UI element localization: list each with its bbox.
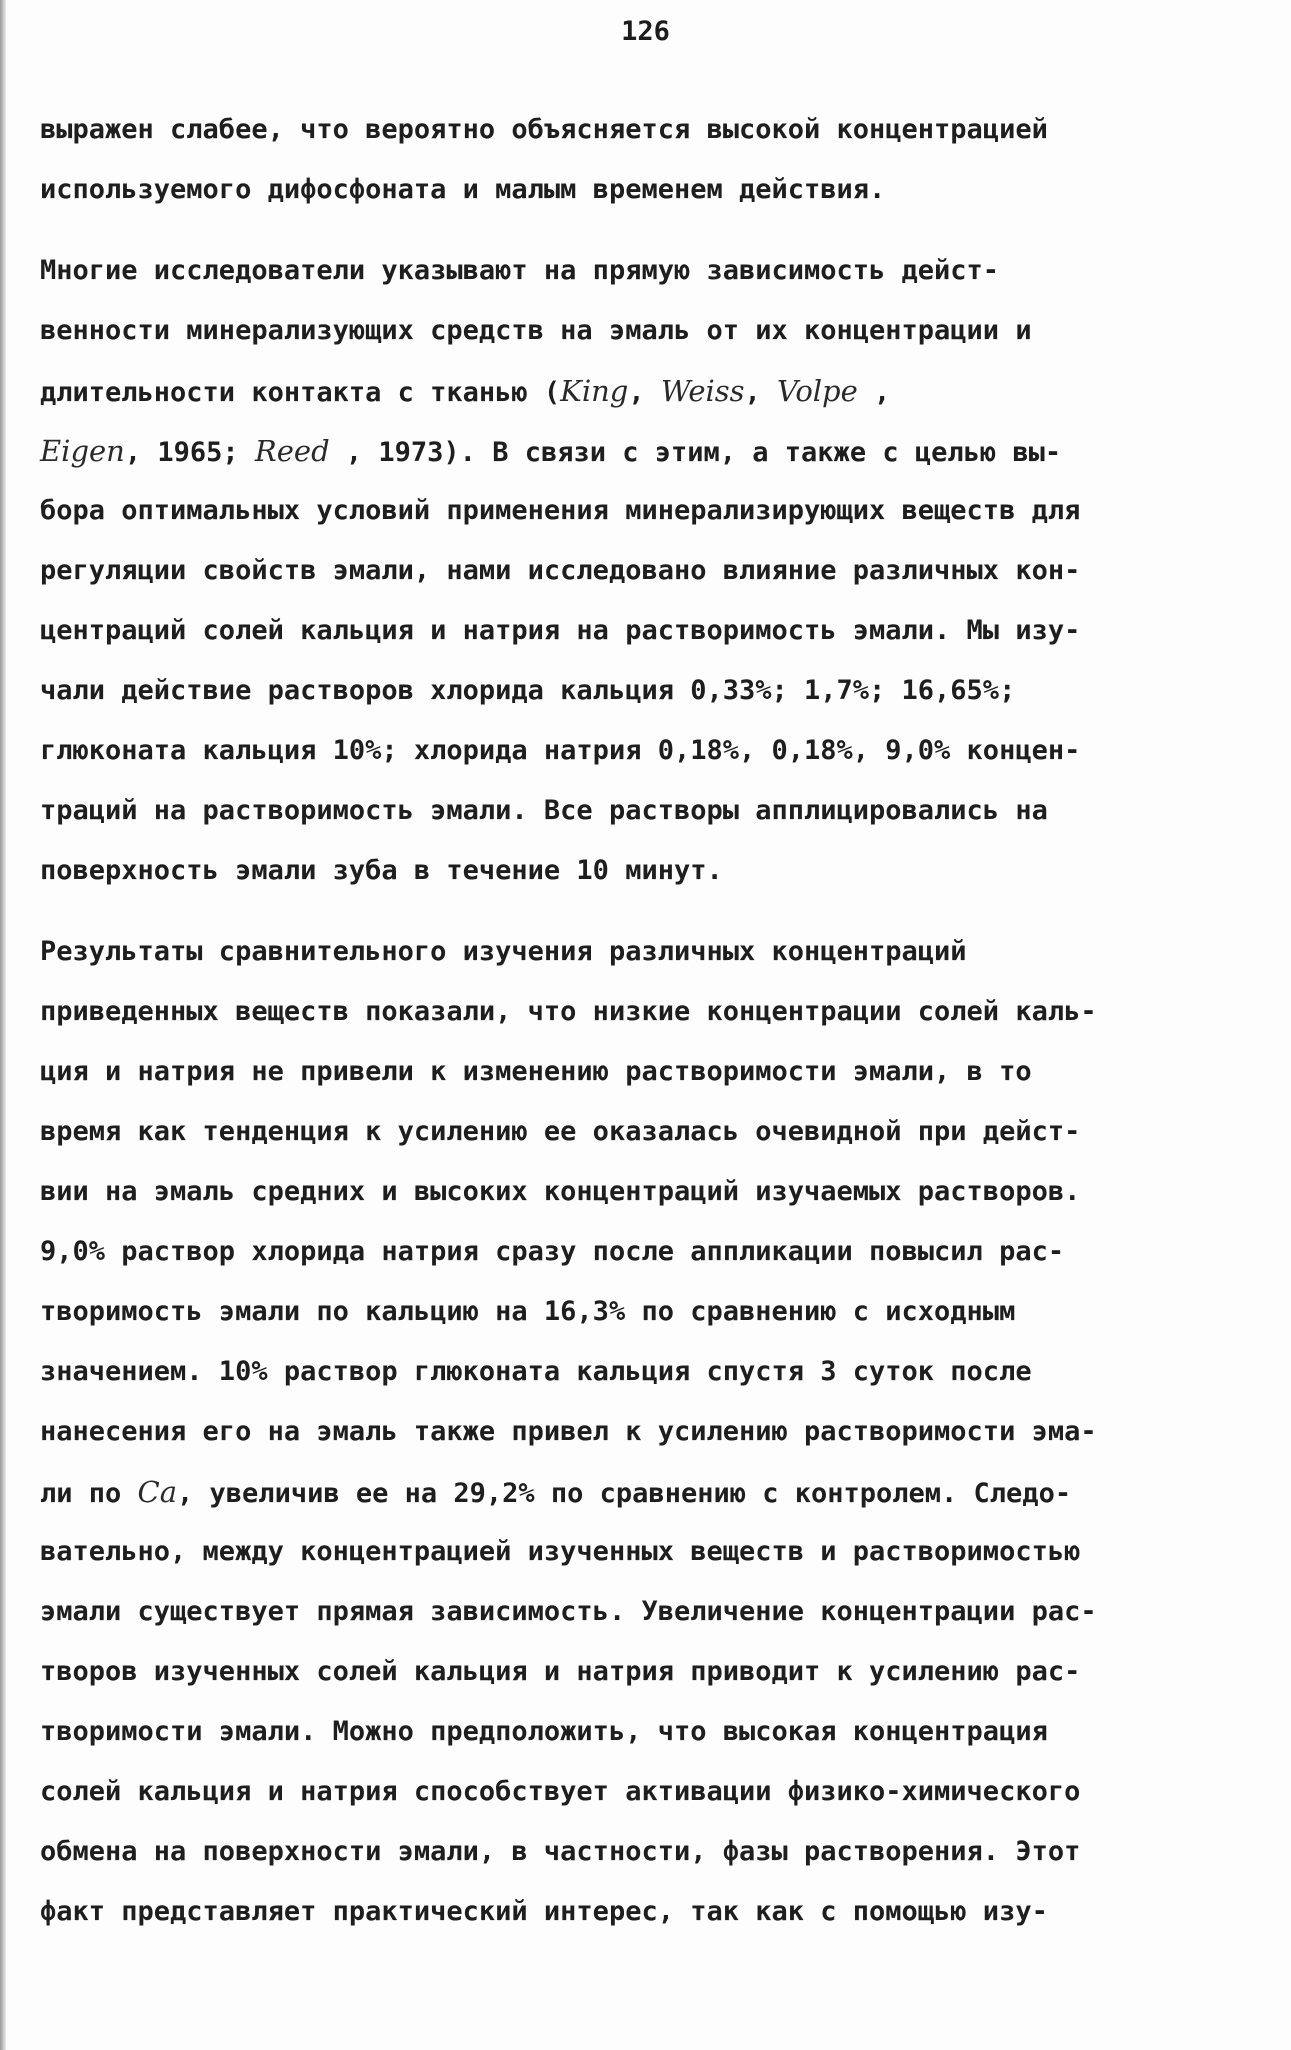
paragraph (40, 922, 1240, 1942)
text-line (40, 781, 1240, 841)
typed-segment: творимость эмали по кальцию на 16,3% по сравнению с исходным (40, 1296, 1016, 1327)
typed-segment: венности минерализующих средств на эмаль от их концентрации и (40, 315, 1032, 346)
typed-segment: факт представляет практический интерес, так как с помощью изу- (40, 1896, 1048, 1927)
text-line (40, 481, 1240, 541)
text-line (40, 421, 1240, 481)
text-line (40, 1162, 1240, 1222)
text-line (40, 661, 1240, 721)
typed-segment: поверхность эмали зуба в течение 10 минут. (40, 855, 723, 886)
text-line (40, 301, 1240, 361)
text-line (40, 160, 1240, 220)
text-line (40, 1522, 1240, 1582)
typed-segment: солей кальция и натрия способствует активации физико-химического (40, 1776, 1081, 1807)
handwritten-insert: Ca (137, 1475, 178, 1509)
text-line (40, 1102, 1240, 1162)
typed-segment: обмена на поверхности эмали, в частности, фазы растворения. Этот (40, 1836, 1081, 1867)
text-line (40, 601, 1240, 661)
typed-segment: глюконата кальция 10%; хлорида натрия 0,18%, 0,18%, 9,0% концен- (40, 735, 1081, 766)
typed-segment: 9,0% раствор хлорида натрия сразу после аппликации повысил рас- (40, 1236, 1065, 1267)
typed-segment: , (628, 377, 661, 408)
text-line (40, 1762, 1240, 1822)
paragraph (40, 100, 1240, 220)
text-line (40, 1642, 1240, 1702)
typed-segment: , (744, 377, 778, 408)
typed-segment: Результаты сравнительного изучения различных концентраций (40, 936, 967, 967)
typed-segment: творов изученных солей кальция и натрия приводит к усилению рас- (40, 1656, 1081, 1687)
page-number: 126 (621, 16, 670, 47)
typed-segment: ция и натрия не привели к изменению растворимости эмали, в то (40, 1056, 1032, 1087)
text-line (40, 841, 1240, 901)
text-line (40, 1222, 1240, 1282)
paragraph-gap (40, 901, 1240, 922)
paragraph-gap (40, 220, 1240, 241)
typed-segment: бора оптимальных условий применения минерализирующих веществ для (40, 495, 1081, 526)
text-line (40, 1042, 1240, 1102)
typed-segment: , 1973). В связи с этим, а также с целью вы- (329, 437, 1062, 468)
typed-segment: Многие исследователи указывают на прямую зависимость дейст- (40, 255, 1000, 286)
typed-segment: длительности контакта с тканью ( (40, 377, 561, 408)
typed-segment: выражен слабее, что вероятно объясняется высокой концентрацией (40, 114, 1048, 145)
text-line (40, 1702, 1240, 1762)
typed-segment: значением. 10% раствор глюконата кальция спустя 3 суток после (40, 1356, 1032, 1387)
typed-segment: , 1965; (124, 437, 255, 468)
text-line (40, 922, 1240, 982)
typed-segment: время как тенденция к усилению ее оказалась очевидной при дейст- (40, 1116, 1081, 1147)
scan-edge-shadow (0, 0, 6, 2050)
handwritten-insert: Weiss (660, 374, 745, 408)
typed-segment: вательно, между концентрацией изученных веществ и растворимостью (40, 1536, 1081, 1567)
typed-segment: приведенных веществ показали, что низкие концентрации солей каль- (40, 996, 1097, 1027)
text-line (40, 1882, 1240, 1942)
typed-segment: вии на эмаль средних и высоких концентраций изучаемых растворов. (40, 1176, 1081, 1207)
text-line (40, 241, 1240, 301)
text-line (40, 361, 1240, 421)
text-line (40, 100, 1240, 160)
handwritten-insert: King (560, 374, 629, 408)
typed-segment: траций на растворимость эмали. Все растворы апплицировались на (40, 795, 1048, 826)
typed-segment: ли по (40, 1478, 138, 1509)
text-line (40, 1822, 1240, 1882)
text-line (40, 721, 1240, 781)
handwritten-insert: Reed (254, 434, 330, 468)
text-line (40, 1342, 1240, 1402)
text-line (40, 541, 1240, 601)
paragraph (40, 241, 1240, 901)
typed-segment: чали действие растворов хлорида кальция 0,33%; 1,7%; 16,65%; (40, 675, 1016, 706)
typed-segment: , (857, 377, 891, 408)
typed-segment: , увеличив ее на 29,2% по сравнению с контролем. Следо- (177, 1478, 1072, 1509)
typed-body-text (40, 100, 1240, 1942)
typed-segment: регуляции свойств эмали, нами исследовано влияние различных кон- (40, 555, 1081, 586)
typed-segment: используемого дифосфоната и малым временем действия. (40, 174, 886, 205)
text-line (40, 1402, 1240, 1462)
typed-segment: творимости эмали. Можно предположить, что высокая концентрация (40, 1716, 1048, 1747)
handwritten-insert: Volpe (777, 374, 858, 408)
text-line (40, 982, 1240, 1042)
text-line (40, 1462, 1240, 1522)
text-line (40, 1582, 1240, 1642)
typed-segment: центраций солей кальция и натрия на растворимость эмали. Мы изу- (40, 615, 1081, 646)
typed-segment: эмали существует прямая зависимость. Увеличение концентрации рас- (40, 1596, 1097, 1627)
text-line (40, 1282, 1240, 1342)
handwritten-insert: Eigen (40, 434, 125, 468)
typed-segment: нанесения его на эмаль также привел к усилению растворимости эма- (40, 1416, 1097, 1447)
